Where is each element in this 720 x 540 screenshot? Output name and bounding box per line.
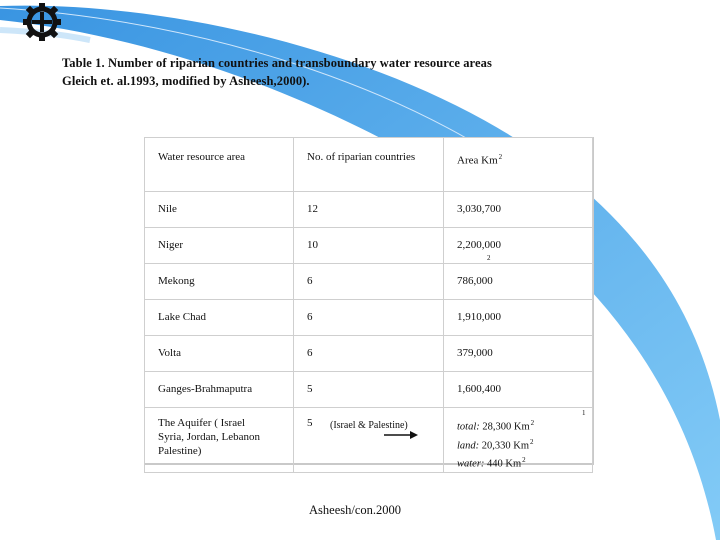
land-value: 20,330 Km (479, 440, 530, 451)
cell-area: Volta (145, 336, 294, 372)
data-table-container (144, 137, 594, 470)
cell-area: Niger (145, 228, 294, 264)
header-area-km (444, 138, 593, 192)
total-sup: 2 (530, 419, 535, 427)
cell-count-aquifer (294, 408, 444, 473)
table-header-row (145, 138, 593, 192)
source-citation: Asheesh/con.2000 (309, 503, 401, 517)
cell-area: Lake Chad (145, 300, 294, 336)
cell-km: 1,910,000 (444, 300, 593, 336)
aquifer-line-2: Syria, Jordan, Lebanon (158, 431, 261, 443)
table-row (145, 336, 593, 372)
cell-count: 6 (294, 336, 444, 372)
land-label: land: (457, 440, 480, 451)
cell-area: Ganges-Brahmaputra (145, 372, 294, 408)
israel-palestine-note: (Israel & Palestine) (330, 420, 408, 431)
water-line (457, 453, 586, 472)
cell-area-aquifer (145, 408, 294, 473)
cell-km: 3,030,700 (444, 192, 593, 228)
water-sup: 2 (522, 456, 526, 464)
cell-count: 10 (294, 228, 444, 264)
table-row (145, 372, 593, 408)
cell-km-aquifer (444, 408, 593, 473)
cell-count: 5 (294, 372, 444, 408)
cell-count: 6 (294, 300, 444, 336)
aquifer-side-footnote: 1 (582, 409, 586, 417)
cell-km: 786,000 (444, 264, 593, 300)
aquifer-line-3: Palestine) (158, 445, 202, 457)
header-area-label: Area Km (457, 154, 498, 167)
title-line-2: Gleich et. al.1993, modified by Asheesh,2000). (62, 74, 310, 88)
right-arrow-icon (384, 430, 418, 440)
aquifer-count: 5 (307, 417, 313, 429)
total-value: 28,300 Km (479, 421, 530, 433)
nile-footnote: 2 (487, 254, 491, 262)
cell-area: Nile (145, 192, 294, 228)
water-label: water: (457, 458, 485, 470)
cell-km: 1,600,400 (444, 372, 593, 408)
cell-km: 2,200,000 (444, 228, 593, 264)
cell-area: Mekong (145, 264, 294, 300)
land-line (457, 435, 586, 454)
header-area-sup: 2 (498, 153, 503, 161)
table-row-aquifer (145, 408, 593, 473)
header-riparian-countries: No. of riparian countries (294, 138, 444, 192)
aquifer-line-1: The Aquifer ( Israel (158, 417, 246, 429)
gear-logo-icon (22, 2, 62, 42)
cell-count: 6 (294, 264, 444, 300)
table-row (145, 264, 593, 300)
total-label: total: (457, 421, 480, 433)
table-title (62, 54, 622, 90)
title-line-1: Table 1. Number of riparian countries and transboundary water resource areas (62, 56, 492, 70)
water-value: 440 Km (484, 458, 522, 470)
table-row (145, 192, 593, 228)
land-sup: 2 (530, 437, 534, 446)
table-row (145, 228, 593, 264)
header-water-resource-area: Water resource area (145, 138, 294, 192)
total-line (457, 416, 586, 435)
cell-count-value: 12 (307, 203, 318, 215)
table-row (145, 300, 593, 336)
cell-km: 379,000 (444, 336, 593, 372)
